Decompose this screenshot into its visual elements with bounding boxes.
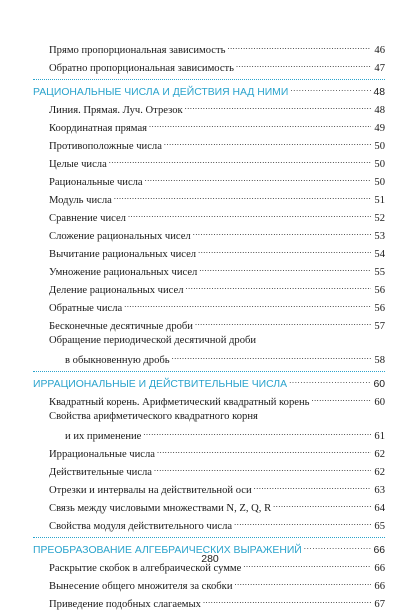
toc-entry[interactable] bbox=[33, 40, 385, 58]
toc-entry-page: 56 bbox=[374, 285, 385, 296]
toc-entry[interactable] bbox=[33, 316, 385, 334]
toc-entry[interactable] bbox=[33, 498, 385, 516]
toc-entry[interactable] bbox=[33, 480, 385, 498]
toc-leader-dots bbox=[185, 100, 371, 113]
toc-entry-page: 50 bbox=[374, 159, 385, 170]
toc-leader-dots bbox=[254, 480, 371, 493]
toc-entry-page: 47 bbox=[374, 63, 385, 74]
toc-entry-title: Иррациональные числа bbox=[49, 449, 155, 460]
toc-entry[interactable] bbox=[33, 118, 385, 136]
toc-entry-title-line1[interactable]: Свойства арифметического квадратного корня bbox=[49, 411, 258, 422]
toc-leader-dots bbox=[145, 172, 371, 185]
toc-entry-page: 62 bbox=[374, 449, 385, 460]
toc-leader-dots bbox=[234, 516, 371, 529]
toc-entry[interactable] bbox=[33, 350, 385, 368]
toc-entry-page: 56 bbox=[374, 303, 385, 314]
toc-leader-dots bbox=[124, 298, 371, 311]
toc-entry-page: 50 bbox=[374, 177, 385, 188]
toc-section-heading[interactable] bbox=[33, 374, 385, 392]
toc-leader-dots bbox=[199, 262, 371, 275]
toc-leader-dots bbox=[235, 576, 372, 589]
toc-entry[interactable] bbox=[33, 298, 385, 316]
toc-entry-page: 48 bbox=[374, 105, 385, 116]
toc-leader-dots bbox=[198, 244, 371, 257]
toc-entry-page: 60 bbox=[374, 397, 385, 408]
toc-leader-dots bbox=[164, 136, 371, 149]
toc-entry-title: Линия. Прямая. Луч. Отрезок bbox=[49, 105, 183, 116]
toc-entry[interactable] bbox=[33, 262, 385, 280]
toc-leader-dots bbox=[143, 426, 371, 439]
toc-entry[interactable] bbox=[33, 58, 385, 76]
toc-entry-title: Сложение рациональных чисел bbox=[49, 231, 191, 242]
toc-entry-page: 67 bbox=[374, 599, 385, 610]
toc-leader-dots bbox=[203, 594, 371, 607]
section-page: 66 bbox=[373, 545, 385, 556]
toc-leader-dots bbox=[311, 392, 371, 405]
toc-leader-dots bbox=[114, 190, 371, 203]
toc-entry-title-line1[interactable]: Обращение периодической десятичной дроби bbox=[49, 335, 257, 346]
toc-entry-title: Обратные числа bbox=[49, 303, 123, 314]
toc-entry-page: 55 bbox=[374, 267, 385, 278]
toc-entry-title-line2: в обыкновенную дробь bbox=[65, 355, 170, 366]
toc-leader-dots bbox=[290, 82, 371, 95]
section-page: 48 bbox=[373, 87, 385, 98]
toc-leader-dots bbox=[236, 58, 371, 71]
toc-entry-page: 49 bbox=[374, 123, 385, 134]
toc-entry-page: 53 bbox=[374, 231, 385, 242]
toc-entry[interactable] bbox=[33, 208, 385, 226]
toc-leader-dots bbox=[149, 118, 371, 131]
table-of-contents bbox=[33, 40, 385, 612]
toc-entry-title: Вынесение общего множителя за скобки bbox=[49, 581, 233, 592]
toc-entry-page: 65 bbox=[374, 521, 385, 532]
toc-entry-title: Свойства модуля действительного числа bbox=[49, 521, 233, 532]
toc-entry-title-line2: и их применение bbox=[65, 431, 142, 442]
toc-entry-title: Модуль числа bbox=[49, 195, 112, 206]
section-title: ПРЕОБРАЗОВАНИЕ АЛГЕБРАИЧЕСКИХ ВЫРАЖЕНИЙ bbox=[33, 545, 302, 556]
toc-entry-title: Приведение подобных слагаемых bbox=[49, 599, 201, 610]
toc-entry[interactable] bbox=[33, 190, 385, 208]
toc-entry-page: 51 bbox=[374, 195, 385, 206]
toc-entry-page: 58 bbox=[374, 355, 385, 366]
toc-entry-page: 66 bbox=[374, 581, 385, 592]
toc-entry-page: 63 bbox=[374, 485, 385, 496]
toc-entry[interactable] bbox=[33, 172, 385, 190]
toc-leader-dots bbox=[273, 498, 371, 511]
toc-leader-dots bbox=[227, 40, 371, 53]
toc-leader-dots bbox=[289, 374, 371, 387]
toc-entry-title: Связь между числовыми множествами N, Z, Q, R bbox=[49, 503, 272, 514]
toc-entry-title: Сравнение чисел bbox=[49, 213, 126, 224]
toc-leader-dots bbox=[195, 316, 371, 329]
toc-entry-title: Противоположные числа bbox=[49, 141, 162, 152]
toc-entry[interactable] bbox=[33, 100, 385, 118]
toc-leader-dots bbox=[109, 154, 371, 167]
toc-entry-page: 46 bbox=[374, 45, 385, 56]
toc-entry[interactable] bbox=[33, 154, 385, 172]
toc-entry[interactable] bbox=[33, 444, 385, 462]
toc-entry-title: Прямо пропорциональная зависимость bbox=[49, 45, 226, 56]
section-title: РАЦИОНАЛЬНЫЕ ЧИСЛА И ДЕЙСТВИЯ НАД НИМИ bbox=[33, 87, 289, 98]
toc-entry[interactable] bbox=[33, 594, 385, 612]
toc-entry[interactable] bbox=[33, 576, 385, 594]
toc-entry-page: 52 bbox=[374, 213, 385, 224]
toc-entry-page: 50 bbox=[374, 141, 385, 152]
toc-entry-page: 61 bbox=[374, 431, 385, 442]
toc-leader-dots bbox=[193, 226, 371, 239]
toc-entry-title: Вычитание рациональных чисел bbox=[49, 249, 197, 260]
toc-leader-dots bbox=[304, 540, 371, 553]
toc-section-heading[interactable] bbox=[33, 82, 385, 100]
toc-entry-title: Бесконечные десятичные дроби bbox=[49, 321, 193, 332]
section-title: ИРРАЦИОНАЛЬНЫЕ И ДЕЙСТВИТЕЛЬНЫЕ ЧИСЛА bbox=[33, 379, 288, 390]
toc-leader-dots bbox=[186, 280, 371, 293]
toc-leader-dots bbox=[128, 208, 371, 221]
toc-entry[interactable] bbox=[33, 462, 385, 480]
toc-entry-page: 64 bbox=[374, 503, 385, 514]
section-page: 60 bbox=[373, 379, 385, 390]
toc-leader-dots bbox=[172, 350, 371, 363]
toc-entry-title: Квадратный корень. Арифметический квадратный корень bbox=[49, 397, 310, 408]
toc-leader-dots bbox=[157, 444, 371, 457]
toc-entry-title: Обратно пропорциональная зависимость bbox=[49, 63, 235, 74]
toc-entry-title: Целые числа bbox=[49, 159, 107, 170]
toc-entry-title: Раскрытие скобок в алгебраической сумме bbox=[49, 563, 242, 574]
toc-entry-page: 57 bbox=[374, 321, 385, 332]
toc-entry-title: Умножение рациональных чисел bbox=[49, 267, 198, 278]
toc-entry-page: 54 bbox=[374, 249, 385, 260]
toc-entry[interactable] bbox=[33, 226, 385, 244]
toc-entry-title: Рациональные числа bbox=[49, 177, 143, 188]
toc-entry-title: Деление рациональных чисел bbox=[49, 285, 184, 296]
toc-leader-dots bbox=[154, 462, 371, 475]
toc-entry[interactable] bbox=[33, 136, 385, 154]
toc-entry[interactable] bbox=[33, 426, 385, 444]
toc-entry-title: Координатная прямая bbox=[49, 123, 148, 134]
toc-entry-title: Отрезки и интервалы на действительной оси bbox=[49, 485, 252, 496]
toc-entry[interactable] bbox=[33, 280, 385, 298]
toc-entry[interactable] bbox=[33, 516, 385, 534]
toc-entry[interactable] bbox=[33, 392, 385, 410]
toc-entry-page: 66 bbox=[374, 563, 385, 574]
toc-entry[interactable] bbox=[33, 244, 385, 262]
toc-entry-title: Действительные числа bbox=[49, 467, 153, 478]
toc-entry-page: 62 bbox=[374, 467, 385, 478]
page-number: 280 bbox=[201, 553, 219, 565]
